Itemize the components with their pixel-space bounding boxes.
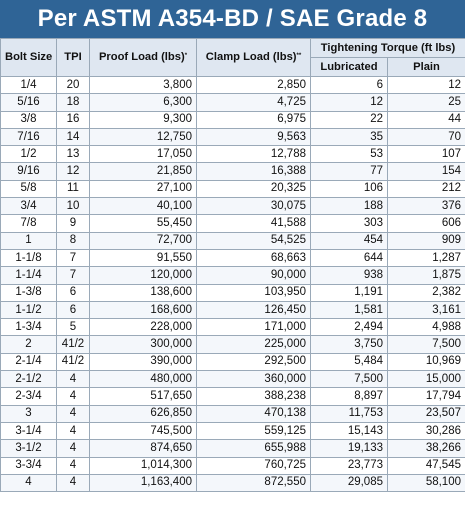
cell-clamp-load: 6,975 <box>197 111 311 128</box>
cell-clamp-load: 655,988 <box>197 440 311 457</box>
table-row <box>1 267 465 284</box>
table-row <box>1 301 465 318</box>
header-lubricated: Lubricated <box>311 58 388 77</box>
cell-bolt-size: 1-1/8 <box>1 249 57 266</box>
cell-bolt-size: 2-1/4 <box>1 353 57 370</box>
header-tightening-torque: Tightening Torque (ft lbs) <box>311 39 465 58</box>
table-row <box>1 111 465 128</box>
table-row <box>1 319 465 336</box>
cell-clamp-load: 760,725 <box>197 457 311 474</box>
cell-torque-plain: 7,500 <box>388 336 465 353</box>
page-title: Per ASTM A354-BD / SAE Grade 8 <box>0 0 465 38</box>
cell-tpi: 4 <box>57 405 90 422</box>
cell-torque-plain: 15,000 <box>388 371 465 388</box>
cell-proof-load: 9,300 <box>90 111 197 128</box>
cell-torque-lubricated: 454 <box>311 232 388 249</box>
table-row <box>1 77 465 94</box>
cell-torque-plain: 909 <box>388 232 465 249</box>
cell-torque-lubricated: 2,494 <box>311 319 388 336</box>
cell-torque-lubricated: 23,773 <box>311 457 388 474</box>
cell-torque-plain: 47,545 <box>388 457 465 474</box>
cell-tpi: 6 <box>57 301 90 318</box>
cell-torque-lubricated: 6 <box>311 77 388 94</box>
cell-bolt-size: 4 <box>1 474 57 491</box>
cell-tpi: 9 <box>57 215 90 232</box>
cell-proof-load: 300,000 <box>90 336 197 353</box>
cell-tpi: 4 <box>57 440 90 457</box>
cell-torque-lubricated: 1,191 <box>311 284 388 301</box>
cell-bolt-size: 7/8 <box>1 215 57 232</box>
cell-torque-plain: 17,794 <box>388 388 465 405</box>
cell-tpi: 41/2 <box>57 353 90 370</box>
cell-clamp-load: 171,000 <box>197 319 311 336</box>
cell-tpi: 12 <box>57 163 90 180</box>
cell-tpi: 4 <box>57 422 90 439</box>
cell-bolt-size: 3/8 <box>1 111 57 128</box>
cell-torque-lubricated: 7,500 <box>311 371 388 388</box>
cell-tpi: 14 <box>57 128 90 145</box>
cell-proof-load: 874,650 <box>90 440 197 457</box>
cell-proof-load: 626,850 <box>90 405 197 422</box>
cell-clamp-load: 225,000 <box>197 336 311 353</box>
table-row <box>1 94 465 111</box>
cell-proof-load: 480,000 <box>90 371 197 388</box>
header-bolt-size: Bolt Size <box>1 39 57 77</box>
cell-torque-plain: 12 <box>388 77 465 94</box>
cell-torque-plain: 58,100 <box>388 474 465 491</box>
cell-torque-lubricated: 11,753 <box>311 405 388 422</box>
cell-clamp-load: 292,500 <box>197 353 311 370</box>
cell-torque-lubricated: 8,897 <box>311 388 388 405</box>
cell-proof-load: 1,014,300 <box>90 457 197 474</box>
cell-bolt-size: 2-3/4 <box>1 388 57 405</box>
cell-torque-plain: 606 <box>388 215 465 232</box>
cell-proof-load: 91,550 <box>90 249 197 266</box>
table-row <box>1 353 465 370</box>
cell-torque-plain: 23,507 <box>388 405 465 422</box>
cell-proof-load: 27,100 <box>90 180 197 197</box>
cell-clamp-load: 872,550 <box>197 474 311 491</box>
cell-proof-load: 138,600 <box>90 284 197 301</box>
cell-bolt-size: 9/16 <box>1 163 57 180</box>
header-proof-load-label: Proof Load (lbs) <box>98 51 185 63</box>
cell-clamp-load: 54,525 <box>197 232 311 249</box>
cell-torque-lubricated: 15,143 <box>311 422 388 439</box>
cell-tpi: 10 <box>57 198 90 215</box>
table-row <box>1 249 465 266</box>
table-row <box>1 128 465 145</box>
proof-load-footnote-mark: * <box>184 53 188 59</box>
cell-torque-plain: 2,382 <box>388 284 465 301</box>
cell-clamp-load: 470,138 <box>197 405 311 422</box>
cell-bolt-size: 3 <box>1 405 57 422</box>
cell-tpi: 4 <box>57 457 90 474</box>
cell-bolt-size: 3-3/4 <box>1 457 57 474</box>
cell-proof-load: 40,100 <box>90 198 197 215</box>
cell-clamp-load: 126,450 <box>197 301 311 318</box>
cell-torque-lubricated: 12 <box>311 94 388 111</box>
cell-torque-lubricated: 188 <box>311 198 388 215</box>
cell-torque-plain: 30,286 <box>388 422 465 439</box>
cell-proof-load: 517,650 <box>90 388 197 405</box>
cell-tpi: 7 <box>57 267 90 284</box>
header-tpi: TPI <box>57 39 90 77</box>
cell-proof-load: 3,800 <box>90 77 197 94</box>
header-clamp-load-label: Clamp Load (lbs) <box>205 51 297 63</box>
cell-torque-lubricated: 35 <box>311 128 388 145</box>
cell-tpi: 5 <box>57 319 90 336</box>
cell-proof-load: 168,600 <box>90 301 197 318</box>
cell-bolt-size: 1/4 <box>1 77 57 94</box>
table-row <box>1 232 465 249</box>
table-body <box>1 77 465 492</box>
cell-tpi: 13 <box>57 146 90 163</box>
table-row <box>1 440 465 457</box>
cell-proof-load: 12,750 <box>90 128 197 145</box>
header-clamp-load <box>197 39 311 77</box>
table-row <box>1 388 465 405</box>
cell-torque-plain: 25 <box>388 94 465 111</box>
cell-clamp-load: 41,588 <box>197 215 311 232</box>
cell-torque-lubricated: 3,750 <box>311 336 388 353</box>
cell-tpi: 41/2 <box>57 336 90 353</box>
cell-clamp-load: 360,000 <box>197 371 311 388</box>
cell-torque-plain: 212 <box>388 180 465 197</box>
cell-bolt-size: 3/4 <box>1 198 57 215</box>
cell-torque-plain: 1,875 <box>388 267 465 284</box>
cell-torque-plain: 376 <box>388 198 465 215</box>
table-row <box>1 284 465 301</box>
cell-proof-load: 17,050 <box>90 146 197 163</box>
cell-clamp-load: 30,075 <box>197 198 311 215</box>
table-row <box>1 405 465 422</box>
table-row <box>1 215 465 232</box>
cell-torque-plain: 44 <box>388 111 465 128</box>
cell-proof-load: 55,450 <box>90 215 197 232</box>
cell-bolt-size: 1-3/8 <box>1 284 57 301</box>
cell-torque-lubricated: 5,484 <box>311 353 388 370</box>
cell-clamp-load: 4,725 <box>197 94 311 111</box>
cell-clamp-load: 12,788 <box>197 146 311 163</box>
cell-torque-lubricated: 53 <box>311 146 388 163</box>
cell-tpi: 4 <box>57 474 90 491</box>
cell-torque-lubricated: 303 <box>311 215 388 232</box>
cell-bolt-size: 1-1/2 <box>1 301 57 318</box>
cell-bolt-size: 1 <box>1 232 57 249</box>
cell-bolt-size: 2-1/2 <box>1 371 57 388</box>
cell-torque-plain: 107 <box>388 146 465 163</box>
cell-clamp-load: 388,238 <box>197 388 311 405</box>
cell-tpi: 18 <box>57 94 90 111</box>
table-row <box>1 457 465 474</box>
cell-clamp-load: 20,325 <box>197 180 311 197</box>
cell-torque-plain: 154 <box>388 163 465 180</box>
cell-torque-lubricated: 106 <box>311 180 388 197</box>
cell-bolt-size: 5/8 <box>1 180 57 197</box>
cell-torque-plain: 3,161 <box>388 301 465 318</box>
table-row <box>1 474 465 491</box>
cell-torque-plain: 1,287 <box>388 249 465 266</box>
table-row <box>1 180 465 197</box>
table-row <box>1 146 465 163</box>
cell-tpi: 20 <box>57 77 90 94</box>
table-row <box>1 163 465 180</box>
cell-tpi: 4 <box>57 388 90 405</box>
cell-tpi: 8 <box>57 232 90 249</box>
cell-torque-plain: 4,988 <box>388 319 465 336</box>
cell-bolt-size: 3-1/2 <box>1 440 57 457</box>
cell-torque-lubricated: 77 <box>311 163 388 180</box>
table-row <box>1 422 465 439</box>
cell-torque-plain: 10,969 <box>388 353 465 370</box>
cell-clamp-load: 103,950 <box>197 284 311 301</box>
cell-tpi: 16 <box>57 111 90 128</box>
table-row <box>1 198 465 215</box>
cell-proof-load: 390,000 <box>90 353 197 370</box>
cell-tpi: 4 <box>57 371 90 388</box>
table-row <box>1 336 465 353</box>
bolt-torque-table <box>0 38 465 492</box>
cell-proof-load: 228,000 <box>90 319 197 336</box>
cell-tpi: 7 <box>57 249 90 266</box>
cell-clamp-load: 90,000 <box>197 267 311 284</box>
cell-proof-load: 745,500 <box>90 422 197 439</box>
cell-tpi: 6 <box>57 284 90 301</box>
cell-torque-plain: 38,266 <box>388 440 465 457</box>
cell-torque-plain: 70 <box>388 128 465 145</box>
cell-torque-lubricated: 1,581 <box>311 301 388 318</box>
cell-proof-load: 72,700 <box>90 232 197 249</box>
cell-proof-load: 21,850 <box>90 163 197 180</box>
cell-bolt-size: 7/16 <box>1 128 57 145</box>
cell-torque-lubricated: 644 <box>311 249 388 266</box>
cell-bolt-size: 2 <box>1 336 57 353</box>
cell-proof-load: 6,300 <box>90 94 197 111</box>
cell-clamp-load: 9,563 <box>197 128 311 145</box>
cell-clamp-load: 2,850 <box>197 77 311 94</box>
cell-proof-load: 1,163,400 <box>90 474 197 491</box>
cell-bolt-size: 1-3/4 <box>1 319 57 336</box>
cell-torque-lubricated: 29,085 <box>311 474 388 491</box>
cell-clamp-load: 559,125 <box>197 422 311 439</box>
cell-clamp-load: 68,663 <box>197 249 311 266</box>
cell-torque-lubricated: 938 <box>311 267 388 284</box>
cell-proof-load: 120,000 <box>90 267 197 284</box>
cell-bolt-size: 3-1/4 <box>1 422 57 439</box>
cell-torque-lubricated: 19,133 <box>311 440 388 457</box>
cell-tpi: 11 <box>57 180 90 197</box>
cell-bolt-size: 1/2 <box>1 146 57 163</box>
cell-bolt-size: 5/16 <box>1 94 57 111</box>
clamp-load-footnote-mark: ** <box>296 53 302 59</box>
table-row <box>1 371 465 388</box>
cell-clamp-load: 16,388 <box>197 163 311 180</box>
cell-bolt-size: 1-1/4 <box>1 267 57 284</box>
cell-torque-lubricated: 22 <box>311 111 388 128</box>
header-plain: Plain <box>388 58 465 77</box>
header-proof-load <box>90 39 197 77</box>
